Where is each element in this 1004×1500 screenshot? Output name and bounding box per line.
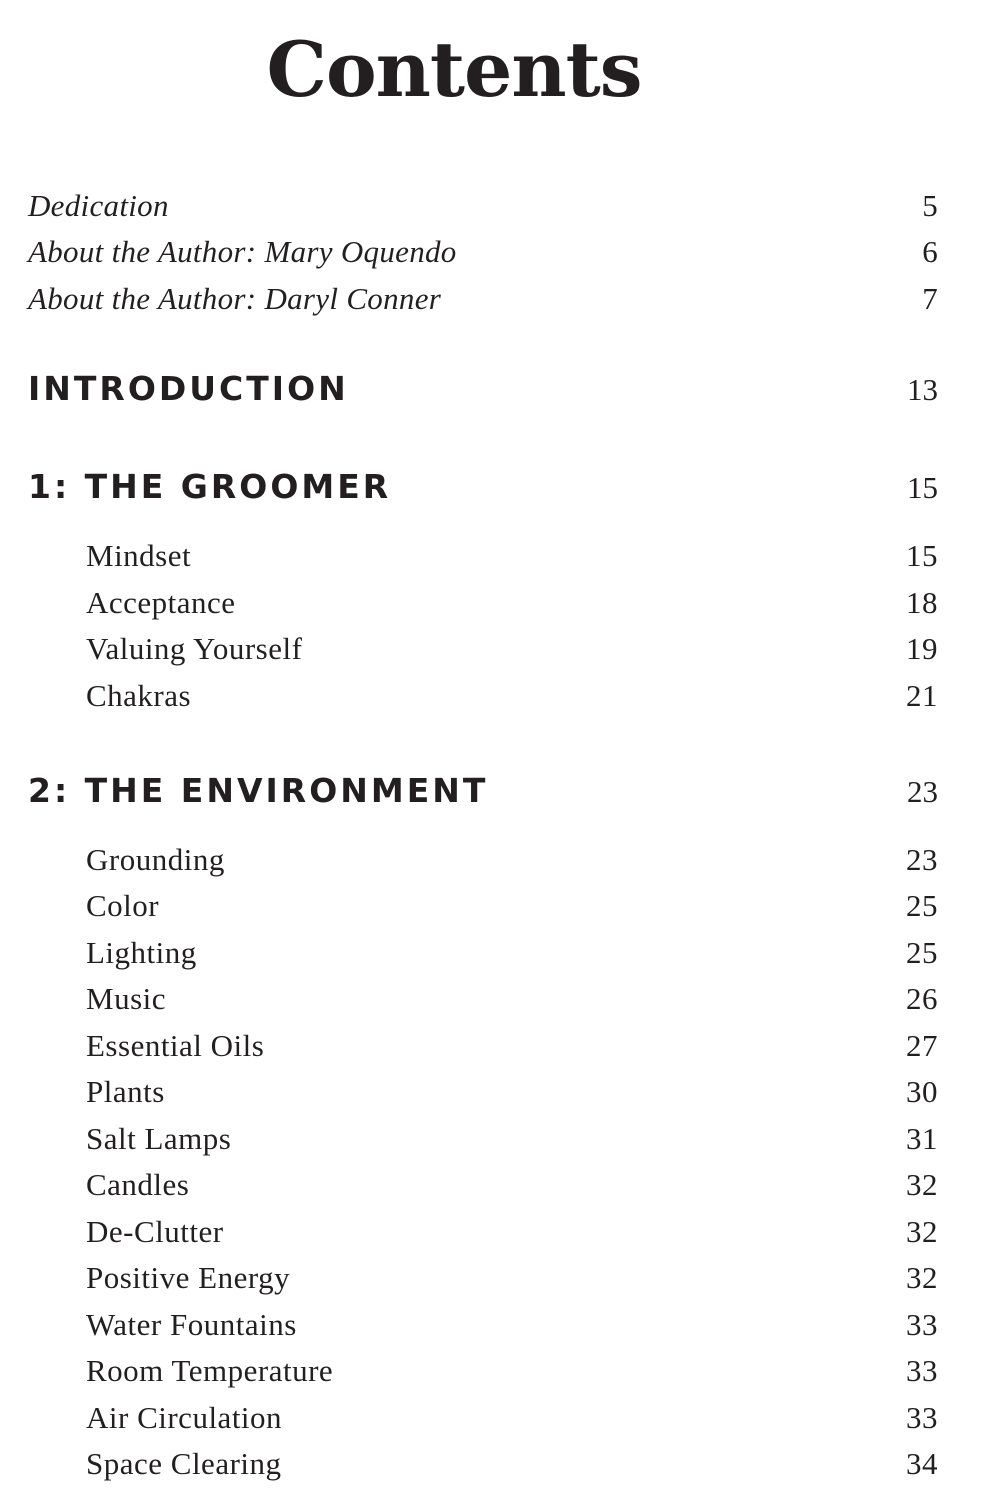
toc-section-de-clutter[interactable] [86,1212,938,1252]
toc-section-label: Air Circulation [86,1400,283,1435]
toc-page-number: 21 [906,678,938,713]
toc-section-label: Space Clearing [86,1446,282,1481]
toc-page-number: 15 [907,470,938,505]
toc-page-number: 32 [906,1260,938,1295]
toc-page-number: 23 [906,842,938,877]
toc-section-label: De-Clutter [86,1214,224,1249]
toc-section-label: Plants [86,1074,165,1109]
toc-page-number: 13 [907,372,938,407]
toc-section-candles[interactable] [86,1165,938,1205]
toc-section-chakras[interactable] [86,676,938,716]
toc-section-label: Candles [86,1167,190,1202]
toc-page-number: 5 [922,188,938,223]
toc-section-room-temperature[interactable] [86,1351,938,1391]
toc-page-number: 34 [906,1446,938,1481]
toc-section-label: Mindset [86,538,192,573]
toc-page-number: 27 [906,1028,938,1063]
toc-section-essential-oils[interactable] [86,1026,938,1066]
toc-section-plants[interactable] [86,1072,938,1112]
toc-page-number: 32 [906,1214,938,1249]
toc-section-label: Grounding [86,842,225,877]
toc-section-water-fountains[interactable] [86,1305,938,1345]
toc-section-label: Lighting [86,935,197,970]
toc-entry-label: About the Author: Daryl Conner [28,281,442,316]
toc-page-number: 25 [906,935,938,970]
toc-section-label: Music [86,981,166,1016]
toc-section-grounding[interactable] [86,840,938,880]
toc-chapter-introduction[interactable] [28,367,938,412]
toc-section-music[interactable] [86,979,938,1019]
toc-section-salt-lamps[interactable] [86,1119,938,1159]
toc-entry-label: Dedication [28,188,169,223]
toc-page-number: 15 [906,538,938,573]
toc-chapter-label: 2: THE ENVIRONMENT [28,771,489,810]
toc-section-label: Color [86,888,160,923]
toc-section-label: Valuing Yourself [86,631,303,666]
toc-section-space-clearing[interactable] [86,1444,938,1484]
toc-page-number: 7 [922,281,938,316]
toc-section-air-circulation[interactable] [86,1398,938,1438]
toc-section-label: Salt Lamps [86,1121,232,1156]
toc-page-number: 26 [906,981,938,1016]
toc-section-label: Positive Energy [86,1260,291,1295]
toc-page-number: 25 [906,888,938,923]
toc-section-valuing-yourself[interactable] [86,629,938,669]
toc-entry-about-author-daryl-conner[interactable] [28,279,938,319]
toc-chapter-the-groomer[interactable] [28,465,938,510]
toc-entry-about-author-mary-oquendo[interactable] [28,232,938,272]
toc-page-number: 31 [906,1121,938,1156]
toc-page-number: 19 [906,631,938,666]
toc-entry-dedication[interactable] [28,186,938,226]
toc-section-label: Chakras [86,678,192,713]
toc-section-color[interactable] [86,886,938,926]
toc-section-label: Essential Oils [86,1028,265,1063]
toc-page-number: 33 [906,1400,938,1435]
toc-section-label: Acceptance [86,585,236,620]
toc-chapter-label: INTRODUCTION [28,369,349,408]
toc-section-lighting[interactable] [86,933,938,973]
toc-page-number: 18 [906,585,938,620]
toc-section-label: Room Temperature [86,1353,334,1388]
toc-page-number: 33 [906,1353,938,1388]
toc-section-positive-energy[interactable] [86,1258,938,1298]
toc-section-label: Water Fountains [86,1307,297,1342]
toc-section-mindset[interactable] [86,536,938,576]
page-title: Contents [266,25,642,114]
toc-page-number: 33 [906,1307,938,1342]
toc-page-number: 23 [907,774,938,809]
toc-entry-label: About the Author: Mary Oquendo [28,234,457,269]
toc-chapter-label: 1: THE GROOMER [28,467,392,506]
toc-section-acceptance[interactable] [86,583,938,623]
toc-chapter-the-environment[interactable] [28,769,938,814]
toc-page-number: 6 [922,234,938,269]
toc-page-number: 30 [906,1074,938,1109]
toc-page-number: 32 [906,1167,938,1202]
